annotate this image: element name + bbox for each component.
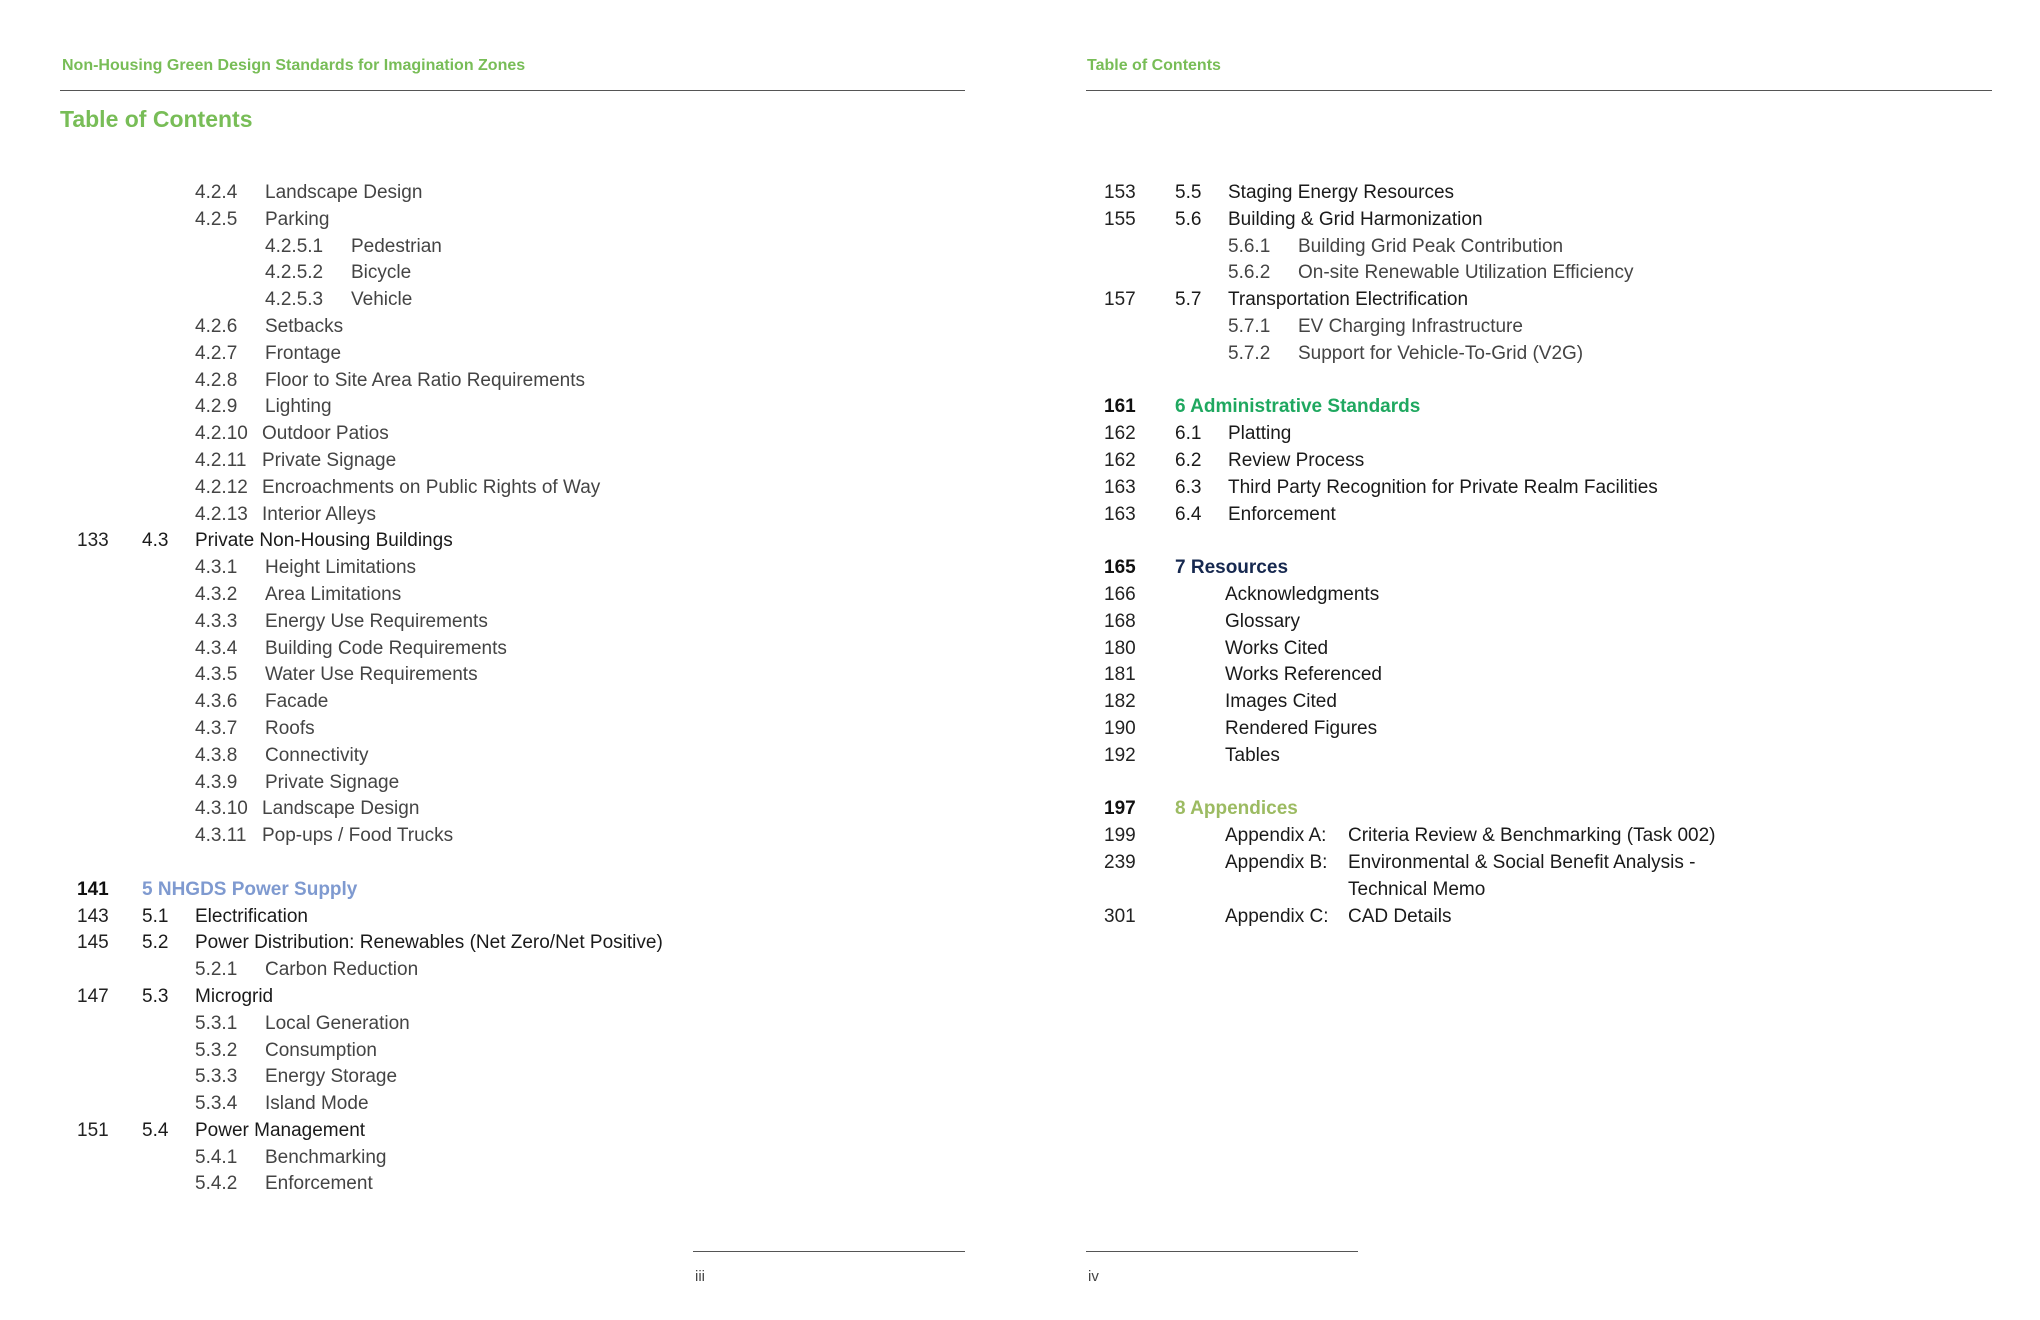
toc-entry-number: 4.3.6 [195, 691, 238, 713]
toc-entry-title: Staging Energy Resources [1228, 182, 1455, 203]
toc-entry[interactable] [0, 770, 1000, 797]
toc-entry-number: 4.3.7 [195, 717, 238, 739]
toc-entry-title: Encroachments on Public Rights of Way [262, 476, 601, 498]
toc-entry[interactable] [0, 823, 1000, 850]
toc-entry[interactable] [0, 368, 1000, 395]
toc-page-number: 180 [1104, 637, 1136, 659]
toc-entry-title: Review Process [1228, 449, 1365, 471]
toc-entry-title: Height Limitations [265, 557, 417, 579]
toc-entry[interactable] [0, 448, 1000, 475]
toc-entry[interactable] [1020, 582, 2020, 609]
toc-entry[interactable] [0, 1145, 1000, 1172]
toc-entry-title: Building Code Requirements [265, 637, 507, 659]
toc-entry-title: Energy Use Requirements [265, 610, 488, 632]
toc-entry-number: 4.2.8 [195, 369, 238, 391]
toc-page-number: 143 [77, 905, 109, 927]
toc-entry[interactable] [0, 1064, 1000, 1091]
toc-entry-title: Tables [1225, 744, 1280, 766]
toc-entry-number: 4.2.5.3 [265, 289, 324, 311]
toc-entry-number: 4.2.13 [195, 503, 248, 525]
toc-entry[interactable] [0, 555, 1000, 582]
toc-entry[interactable] [0, 984, 1000, 1011]
toc-page-number: 161 [1104, 396, 1136, 418]
toc-entry-number: 5.4.1 [195, 1146, 238, 1168]
toc-entry-number: 6.2 [1175, 449, 1202, 471]
toc-entry[interactable] [0, 341, 1000, 368]
toc-entry-number: 5.1 [142, 905, 169, 927]
header-rule [1086, 90, 1992, 91]
toc-entry-title: Support for Vehicle-To-Grid (V2G) [1298, 342, 1584, 364]
toc-entry-number: Appendix A: [1225, 825, 1327, 847]
toc-entry-title: EV Charging Infrastructure [1298, 315, 1523, 337]
toc-entry-title: Criteria Review & Benchmarking (Task 002) [1348, 825, 1716, 847]
toc-entry-title: Building & Grid Harmonization [1228, 208, 1483, 230]
toc-entry-title: Microgrid [195, 985, 274, 1007]
toc-entry[interactable] [0, 1091, 1000, 1118]
toc-entry[interactable] [0, 421, 1000, 448]
toc-entry[interactable] [1020, 421, 2020, 448]
toc-section-heading[interactable] [0, 877, 1000, 904]
toc-section-title: 6 Administrative Standards [1175, 396, 1421, 418]
toc-entry-title: Private Signage [265, 771, 400, 793]
toc-entry-title: Interior Alleys [262, 503, 377, 525]
toc-entry[interactable] [1020, 207, 2020, 234]
toc-entry-title: Rendered Figures [1225, 717, 1378, 739]
toc-entry[interactable] [1020, 904, 2020, 931]
toc-entry[interactable] [0, 394, 1000, 421]
toc-list-right [1020, 180, 2020, 930]
toc-entry[interactable] [0, 930, 1000, 957]
toc-entry-title: Area Limitations [265, 583, 402, 605]
toc-entry[interactable] [0, 528, 1000, 555]
toc-entry-title: Energy Storage [265, 1066, 398, 1088]
toc-entry-number: 4.2.5.1 [265, 235, 324, 257]
toc-section-heading[interactable] [1020, 555, 2020, 582]
toc-entry[interactable] [1020, 287, 2020, 314]
toc-entry[interactable] [1020, 314, 2020, 341]
toc-entry-number: 4.3.1 [195, 557, 238, 579]
toc-entry[interactable] [1020, 636, 2020, 663]
toc-entry[interactable] [0, 582, 1000, 609]
page-number: iv [1088, 1268, 1099, 1285]
toc-entry-number: 4.2.4 [195, 182, 238, 203]
toc-entry-title: Environmental & Social Benefit Analysis - [1348, 851, 1696, 873]
toc-entry-number: 5.7 [1175, 289, 1202, 311]
toc-entry-number: 5.6.2 [1228, 262, 1271, 284]
toc-entry[interactable] [0, 662, 1000, 689]
toc-entry-number: 5.5 [1175, 182, 1202, 203]
toc-entry-title: Setbacks [265, 315, 344, 337]
toc-entry-number: 4.2.7 [195, 342, 238, 364]
toc-page-number: 301 [1104, 905, 1136, 927]
toc-entry[interactable] [0, 689, 1000, 716]
toc-entry-number: 4.3.9 [195, 771, 238, 793]
toc-entry[interactable] [0, 502, 1000, 529]
toc-page-number: 157 [1104, 289, 1136, 311]
toc-page-number: 168 [1104, 610, 1136, 632]
toc-entry-number: 4.3.4 [195, 637, 238, 659]
toc-entry-title: Water Use Requirements [265, 664, 478, 686]
toc-entry[interactable] [0, 609, 1000, 636]
toc-entry-title: Enforcement [1228, 503, 1336, 525]
toc-entry-title: Technical Memo [1348, 878, 1486, 900]
toc-entry-number: 5.2 [142, 932, 169, 954]
toc-entry-title: Electrification [195, 905, 308, 927]
toc-entry[interactable] [1020, 877, 2020, 904]
toc-page-number: 192 [1104, 744, 1136, 766]
toc-entry-number: 4.3.11 [195, 825, 247, 847]
toc-page-number: 153 [1104, 182, 1136, 203]
left-page [0, 0, 1000, 1320]
toc-entry[interactable] [1020, 502, 2020, 529]
toc-entry-number: 4.3.8 [195, 744, 238, 766]
toc-entry[interactable] [0, 716, 1000, 743]
toc-entry-number: 4.2.9 [195, 396, 238, 418]
toc-entry-title: Building Grid Peak Contribution [1298, 235, 1564, 257]
running-head: Non-Housing Green Design Standards for Imagination Zones [62, 57, 526, 74]
toc-entry[interactable] [1020, 716, 2020, 743]
toc-entry[interactable] [1020, 609, 2020, 636]
page-title: Table of Contents [60, 106, 253, 132]
toc-entry-title: Landscape Design [262, 798, 420, 820]
toc-entry-title: On-site Renewable Utilization Efficiency [1298, 262, 1634, 284]
toc-page-number: 141 [77, 878, 109, 900]
toc-entry-title: Outdoor Patios [262, 423, 389, 445]
toc-entry[interactable] [0, 1011, 1000, 1038]
footer-rule [693, 1251, 965, 1252]
toc-page-number: 165 [1104, 557, 1136, 579]
toc-list-left [0, 180, 1000, 1198]
toc-entry-title: Third Party Recognition for Private Realm Facilities [1228, 476, 1658, 498]
toc-entry[interactable] [1020, 662, 2020, 689]
toc-entry-number: 5.6.1 [1228, 235, 1271, 257]
toc-entry-title: Pedestrian [351, 235, 442, 257]
toc-entry[interactable] [1020, 448, 2020, 475]
toc-entry[interactable] [0, 260, 1000, 287]
toc-entry-title: Frontage [265, 342, 342, 364]
toc-entry[interactable] [0, 904, 1000, 931]
toc-page-number: 162 [1104, 449, 1136, 471]
toc-entry[interactable] [1020, 689, 2020, 716]
toc-entry[interactable] [1020, 743, 2020, 770]
toc-entry-title: Works Cited [1225, 637, 1329, 659]
footer-rule [1086, 1251, 1358, 1252]
toc-entry-title: Landscape Design [265, 182, 423, 203]
toc-page-number: 145 [77, 932, 109, 954]
toc-entry-title: Private Non-Housing Buildings [195, 530, 453, 552]
toc-entry[interactable] [0, 796, 1000, 823]
toc-entry-number: 4.2.12 [195, 476, 248, 498]
toc-entry-number: 4.3.5 [195, 664, 238, 686]
toc-entry-number: 4.2.6 [195, 315, 238, 337]
toc-section-heading[interactable] [1020, 796, 2020, 823]
toc-page-number: 166 [1104, 583, 1136, 605]
toc-entry-number: 5.7.1 [1228, 315, 1271, 337]
toc-entry-number: 5.6 [1175, 208, 1202, 230]
toc-entry-number: 4.3 [142, 530, 169, 552]
toc-page-number: 199 [1104, 825, 1136, 847]
toc-page-number: 133 [77, 530, 109, 552]
toc-page-number: 155 [1104, 208, 1136, 230]
toc-entry-number: 6.1 [1175, 423, 1202, 445]
toc-entry-title: Floor to Site Area Ratio Requirements [265, 369, 585, 391]
toc-page-number: 163 [1104, 503, 1136, 525]
toc-entry[interactable] [0, 207, 1000, 234]
header-rule [60, 90, 965, 91]
toc-entry-title: Power Distribution: Renewables (Net Zero/Net Positive) [195, 932, 663, 954]
toc-entry-number: 5.3.1 [195, 1012, 238, 1034]
toc-section-title: 8 Appendices [1175, 798, 1298, 820]
toc-entry-title: Lighting [265, 396, 332, 418]
toc-entry-number: 5.4.2 [195, 1173, 238, 1195]
toc-entry-number: 5.3.3 [195, 1066, 238, 1088]
toc-entry-number: 4.2.5 [195, 208, 238, 230]
toc-page-number: 197 [1104, 798, 1136, 820]
toc-entry-number: 6.3 [1175, 476, 1202, 498]
toc-entry-number: 4.3.2 [195, 583, 238, 605]
toc-entry-title: Power Management [195, 1119, 366, 1141]
toc-entry[interactable] [0, 743, 1000, 770]
toc-entry-number: 5.7.2 [1228, 342, 1271, 364]
toc-entry-title: Glossary [1225, 610, 1300, 632]
toc-entry-number: 6.4 [1175, 503, 1202, 525]
toc-entry-title: Local Generation [265, 1012, 410, 1034]
toc-entry-title: Private Signage [262, 449, 397, 471]
toc-entry-number: Appendix C: [1225, 905, 1329, 927]
toc-entry[interactable] [0, 180, 1000, 207]
toc-entry[interactable] [0, 1118, 1000, 1145]
toc-entry-title: Transportation Electrification [1228, 289, 1469, 311]
toc-entry-title: Enforcement [265, 1173, 373, 1195]
toc-page-number: 151 [77, 1119, 109, 1141]
toc-entry[interactable] [0, 287, 1000, 314]
toc-page-number: 162 [1104, 423, 1136, 445]
toc-entry-number: 5.2.1 [195, 959, 238, 981]
toc-entry-title: Roofs [265, 717, 315, 739]
toc-page-number: 182 [1104, 691, 1136, 713]
toc-entry-title: Facade [265, 691, 329, 713]
toc-section-heading[interactable] [1020, 394, 2020, 421]
toc-entry-number: Appendix B: [1225, 851, 1328, 873]
toc-page-number: 147 [77, 985, 109, 1007]
toc-entry-title: Vehicle [351, 289, 413, 311]
toc-entry-title: Island Mode [265, 1093, 369, 1115]
toc-entry-title: Works Referenced [1225, 664, 1382, 686]
toc-entry-title: CAD Details [1348, 905, 1452, 927]
toc-entry[interactable] [0, 957, 1000, 984]
toc-entry[interactable] [0, 636, 1000, 663]
toc-section-title: 5 NHGDS Power Supply [142, 878, 358, 900]
toc-entry[interactable] [0, 1038, 1000, 1065]
toc-section-title: 7 Resources [1175, 557, 1289, 579]
toc-entry[interactable] [1020, 234, 2020, 261]
toc-entry-title: Acknowledgments [1225, 583, 1380, 605]
toc-page-number: 163 [1104, 476, 1136, 498]
toc-entry-title: Images Cited [1225, 691, 1337, 713]
toc-entry-number: 4.3.10 [195, 798, 248, 820]
running-head: Table of Contents [1087, 57, 1221, 74]
toc-entry[interactable] [1020, 475, 2020, 502]
toc-entry-number: 5.3.2 [195, 1039, 238, 1061]
toc-entry-title: Pop-ups / Food Trucks [262, 825, 454, 847]
toc-entry-title: Benchmarking [265, 1146, 387, 1168]
toc-entry-title: Bicycle [351, 262, 412, 284]
toc-entry-title: Platting [1228, 423, 1292, 445]
toc-entry-title: Carbon Reduction [265, 959, 419, 981]
page-number: iii [695, 1268, 705, 1285]
toc-entry[interactable] [1020, 823, 2020, 850]
toc-entry[interactable] [1020, 180, 2020, 207]
toc-entry-title: Connectivity [265, 744, 369, 766]
toc-entry-number: 4.3.3 [195, 610, 238, 632]
toc-entry[interactable] [0, 475, 1000, 502]
toc-entry-number: 4.2.11 [195, 449, 247, 471]
toc-page-number: 239 [1104, 851, 1136, 873]
toc-entry-number: 4.2.5.2 [265, 262, 324, 284]
right-page [1020, 0, 2020, 1320]
toc-entry[interactable] [0, 314, 1000, 341]
toc-entry-number: 5.3 [142, 985, 169, 1007]
toc-entry-number: 5.3.4 [195, 1093, 238, 1115]
toc-entry-number: 5.4 [142, 1119, 169, 1141]
toc-entry-number: 4.2.10 [195, 423, 248, 445]
toc-page-number: 181 [1104, 664, 1136, 686]
toc-entry-title: Parking [265, 208, 330, 230]
toc-entry[interactable] [1020, 260, 2020, 287]
toc-entry[interactable] [1020, 850, 2020, 877]
toc-entry[interactable] [0, 234, 1000, 261]
toc-entry[interactable] [0, 1171, 1000, 1198]
toc-page-number: 190 [1104, 717, 1136, 739]
toc-entry[interactable] [1020, 341, 2020, 368]
toc-entry-title: Consumption [265, 1039, 377, 1061]
